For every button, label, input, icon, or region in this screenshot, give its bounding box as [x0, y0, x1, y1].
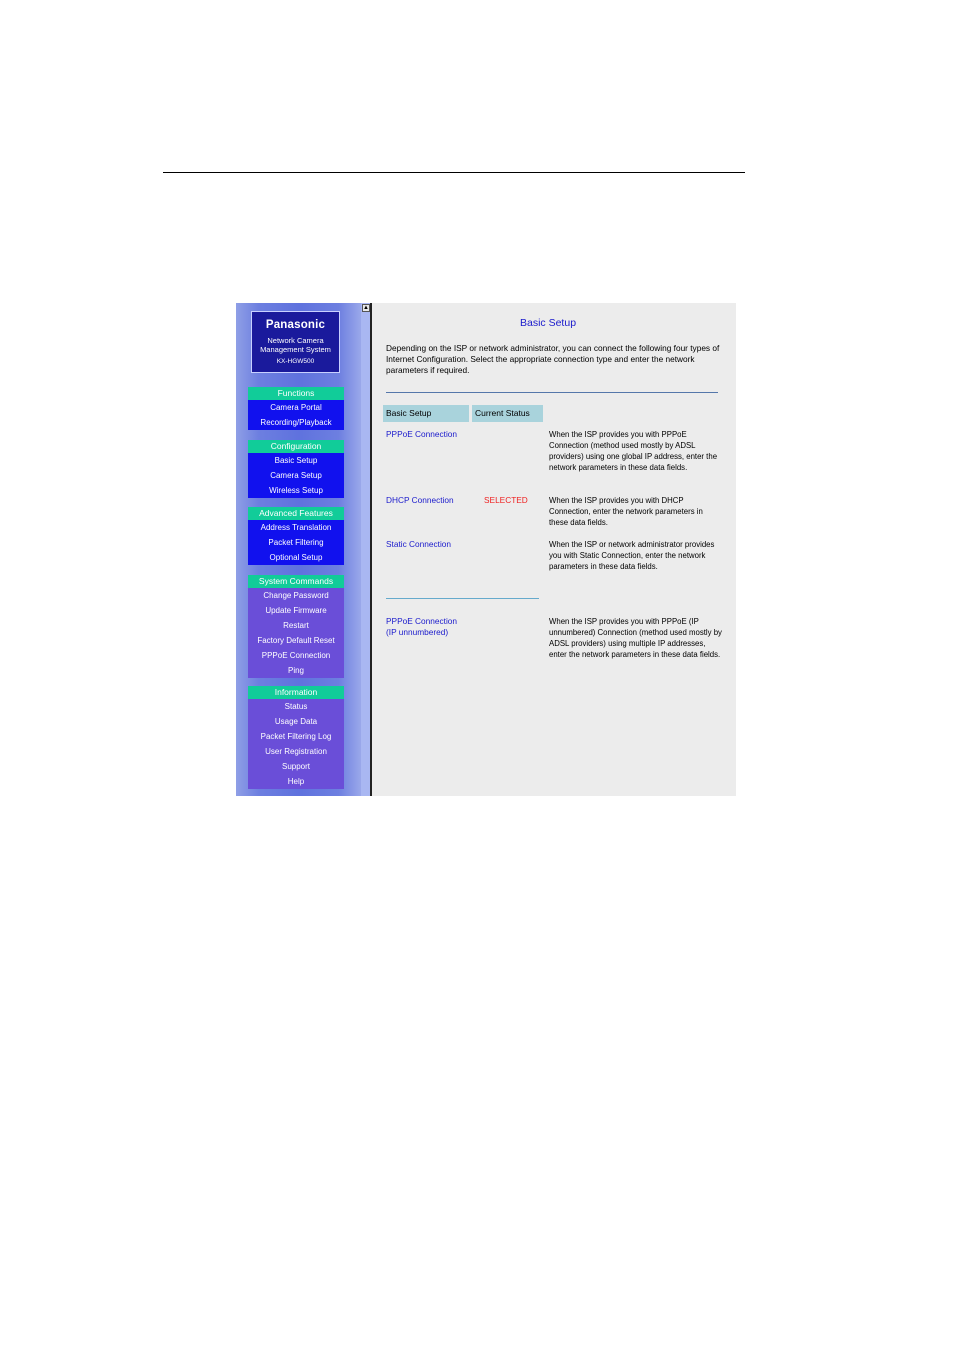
table-header-basic-setup: Basic Setup	[383, 405, 469, 422]
logo-line1: Network Camera	[267, 336, 324, 345]
nav-item-change-password[interactable]: Change Password	[248, 588, 344, 603]
page-title: Basic Setup	[520, 317, 577, 329]
link-pppoe-ip-unnumbered[interactable]	[386, 616, 457, 638]
page-divider	[163, 172, 745, 173]
nav-item-support[interactable]: Support	[248, 759, 344, 774]
intro-text: Depending on the ISP or network administrator, you can connect the following four types of Internet Configuration. Select the appropriate connection type and enter the network parameters if required.	[386, 343, 720, 375]
nav-group-header: Advanced Features	[248, 507, 344, 520]
logo	[251, 311, 340, 373]
nav-group-functions	[248, 387, 344, 430]
nav-group-header: Functions	[248, 387, 344, 400]
link-line: (IP unnumbered)	[386, 627, 449, 637]
browser-screenshot	[236, 303, 736, 796]
nav-item-wireless-setup[interactable]: Wireless Setup	[248, 483, 344, 498]
nav-item-factory-default-reset[interactable]: Factory Default Reset	[248, 633, 344, 648]
nav-item-user-registration[interactable]: User Registration	[248, 744, 344, 759]
main-content	[374, 303, 736, 796]
desc-dhcp-connection: When the ISP provides you with DHCP Connection, enter the network parameters in these data fields.	[549, 496, 703, 527]
desc-pppoe-connection: When the ISP provides you with PPPoE Connection (method used mostly by ADSL providers) using one global IP address, enter the network parameters in these data fields.	[549, 430, 718, 472]
desc-static-connection: When the ISP or network administrator provides you with Static Connection, enter the network parameters in these data fields.	[549, 540, 715, 571]
scroll-up-arrow-icon[interactable]: ▲	[363, 305, 369, 311]
sidebar	[236, 303, 361, 796]
nav-item-status[interactable]: Status	[248, 699, 344, 714]
nav-item-packet-filtering[interactable]: Packet Filtering	[248, 535, 344, 550]
nav-item-pppoe-connection[interactable]: PPPoE Connection	[248, 648, 344, 663]
nav-item-ping[interactable]: Ping	[248, 663, 344, 678]
link-line: PPPoE Connection	[386, 616, 458, 626]
nav-group-configuration	[248, 440, 344, 498]
nav-item-basic-setup[interactable]: Basic Setup	[248, 453, 344, 468]
sidebar-scrollbar[interactable]	[361, 303, 372, 796]
link-pppoe-connection[interactable]: PPPoE Connection	[386, 429, 458, 439]
desc-pppoe-ip-unnumbered: When the ISP provides you with PPPoE (IP unnumbered) Connection (method used mostly by ADSL providers) using multiple IP addresses, enter the network parameters in these data fields.	[549, 617, 722, 659]
divider	[386, 392, 718, 393]
nav-item-camera-setup[interactable]: Camera Setup	[248, 468, 344, 483]
nav-item-restart[interactable]: Restart	[248, 618, 344, 633]
nav-group-header: System Commands	[248, 575, 344, 588]
logo-model: KX-HGW500	[276, 358, 315, 365]
logo-brand: Panasonic	[265, 319, 326, 331]
logo-line2: Management System	[260, 345, 331, 354]
nav-group-header: Configuration	[248, 440, 344, 453]
divider	[386, 598, 539, 599]
nav-item-packet-filtering-log[interactable]: Packet Filtering Log	[248, 729, 344, 744]
nav-group-advanced-features	[248, 507, 344, 565]
nav-item-address-translation[interactable]: Address Translation	[248, 520, 344, 535]
nav-item-camera-portal[interactable]: Camera Portal	[248, 400, 344, 415]
nav-group-system-commands	[248, 575, 344, 678]
nav-item-help[interactable]: Help	[248, 774, 344, 789]
nav-item-recording-playback[interactable]: Recording/Playback	[248, 415, 344, 430]
nav-item-optional-setup[interactable]: Optional Setup	[248, 550, 344, 565]
table-header-current-status: Current Status	[472, 405, 543, 422]
nav-item-update-firmware[interactable]: Update Firmware	[248, 603, 344, 618]
link-static-connection[interactable]: Static Connection	[386, 539, 452, 549]
nav-item-usage-data[interactable]: Usage Data	[248, 714, 344, 729]
status-selected-badge: SELECTED	[484, 495, 528, 505]
link-dhcp-connection[interactable]: DHCP Connection	[386, 495, 454, 505]
nav-group-header: Information	[248, 686, 344, 699]
nav-group-information	[248, 686, 344, 789]
